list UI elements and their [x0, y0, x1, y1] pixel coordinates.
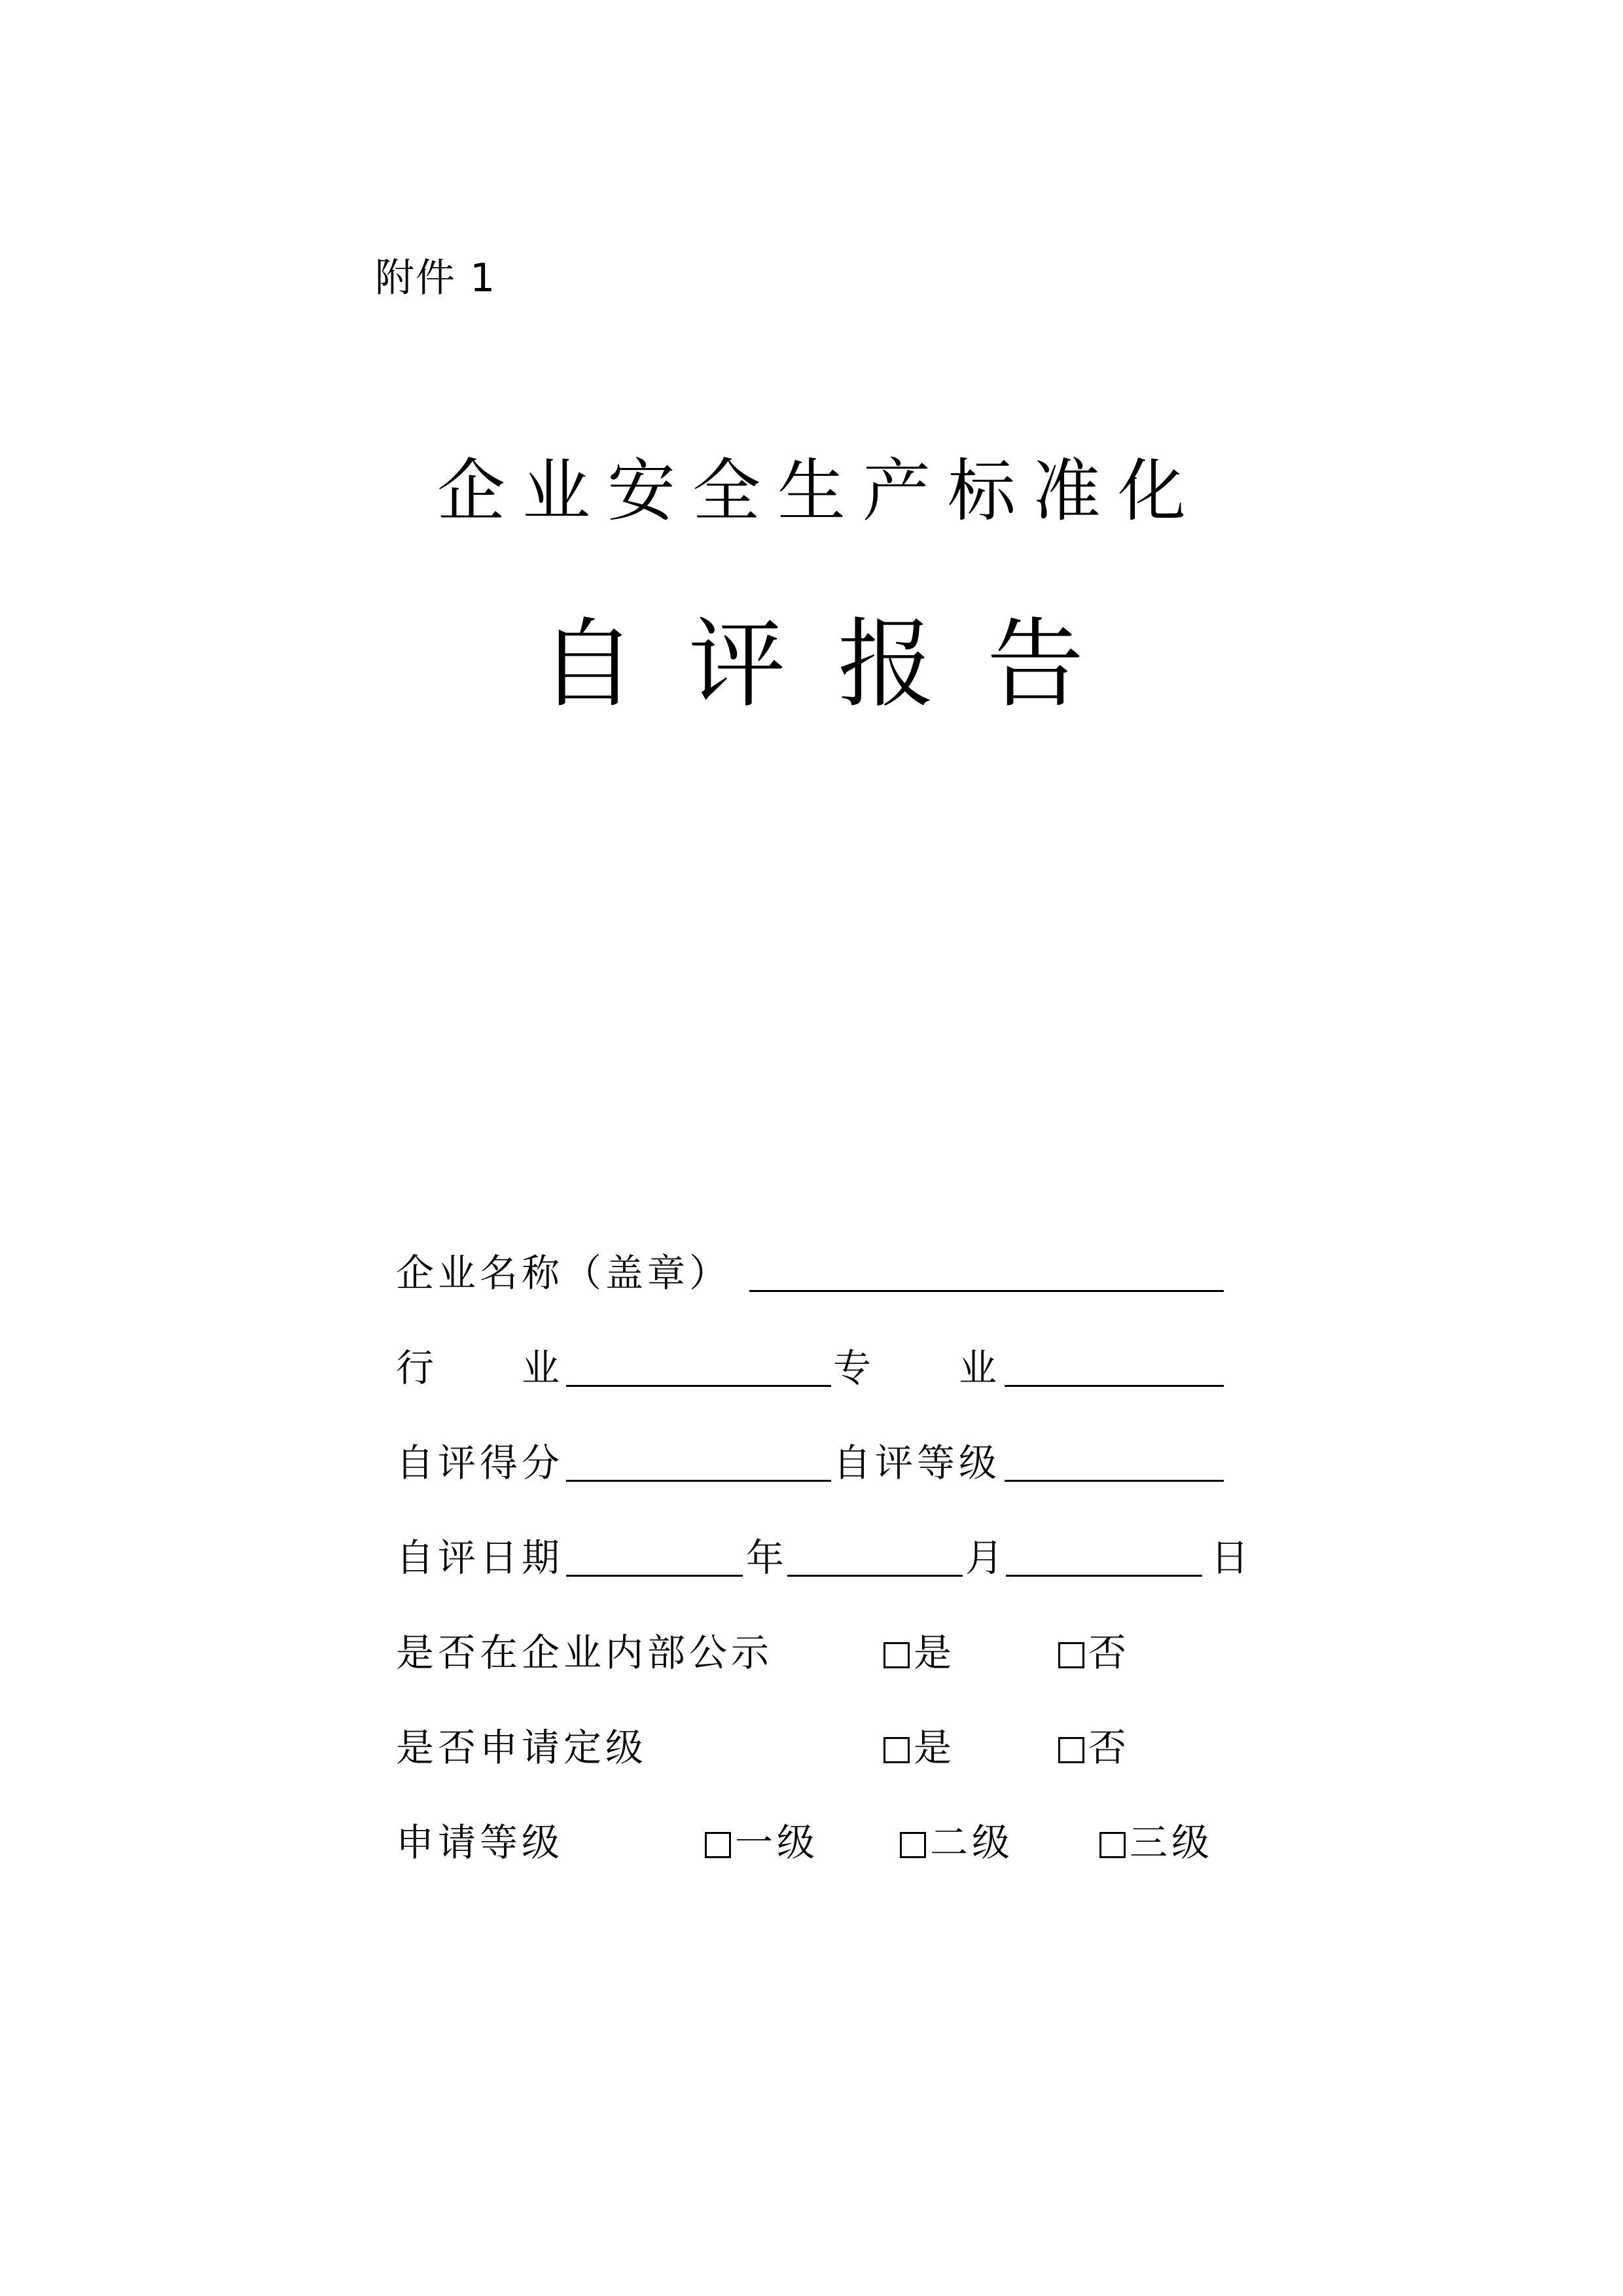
industry-field[interactable]	[566, 1342, 831, 1387]
self-grade-label: 自评等级	[833, 1441, 1001, 1485]
level-3-label: 三级	[1130, 1820, 1214, 1865]
publicized-no-option[interactable]	[1058, 1626, 1130, 1679]
day-label: 日	[1211, 1535, 1253, 1580]
publicized-no-label: 否	[1088, 1630, 1131, 1675]
publicized-yes-label: 是	[914, 1630, 956, 1675]
publicized-row	[396, 1626, 773, 1679]
level-2-option[interactable]	[900, 1816, 1014, 1869]
apply-grading-yes-label: 是	[914, 1725, 956, 1770]
checkbox-icon[interactable]	[705, 1832, 731, 1858]
checkbox-icon[interactable]	[1058, 1737, 1084, 1763]
apply-grading-no-label: 否	[1088, 1725, 1131, 1770]
year-unit	[746, 1532, 788, 1584]
self-score-row	[396, 1437, 563, 1489]
self-score-field[interactable]	[566, 1437, 831, 1482]
checkbox-icon[interactable]	[1058, 1642, 1084, 1668]
self-score-label: 自评得分	[396, 1441, 564, 1485]
day-field[interactable]	[1006, 1532, 1202, 1577]
specialty-field[interactable]	[1005, 1342, 1224, 1387]
apply-grading-no-option[interactable]	[1058, 1721, 1130, 1774]
checkbox-icon[interactable]	[883, 1737, 910, 1763]
document-subtitle: 自评报告	[539, 608, 1136, 721]
checkbox-icon[interactable]	[1099, 1832, 1126, 1858]
report-form	[396, 0, 1299, 2296]
day-unit	[1211, 1532, 1253, 1584]
specialty-group	[833, 1342, 1001, 1394]
attachment-label: 附件 1	[375, 255, 497, 301]
self-date-row	[396, 1532, 563, 1584]
self-grade-group	[833, 1437, 1001, 1489]
apply-grading-label: 是否申请定级	[396, 1725, 648, 1770]
specialty-label: 专 业	[833, 1346, 1001, 1390]
apply-level-label: 申请等级	[396, 1820, 564, 1865]
level-3-option[interactable]	[1099, 1816, 1213, 1869]
industry-label: 行 业	[396, 1346, 564, 1390]
level-2-label: 二级	[930, 1820, 1014, 1865]
month-label: 月	[965, 1535, 1008, 1580]
apply-grading-yes-option[interactable]	[883, 1721, 955, 1774]
industry-row	[396, 1342, 563, 1394]
level-1-option[interactable]	[705, 1816, 819, 1869]
checkbox-icon[interactable]	[900, 1832, 926, 1858]
company-name-field[interactable]	[749, 1247, 1224, 1292]
self-date-label: 自评日期	[396, 1535, 564, 1580]
company-name-row	[396, 1247, 731, 1299]
year-field[interactable]	[566, 1532, 743, 1577]
month-field[interactable]	[787, 1532, 963, 1577]
checkbox-icon[interactable]	[883, 1642, 910, 1668]
document-title: 企业安全生产标准化	[437, 451, 1203, 531]
apply-grading-row	[396, 1721, 647, 1774]
apply-level-row	[396, 1816, 563, 1869]
publicized-yes-option[interactable]	[883, 1626, 955, 1679]
self-grade-field[interactable]	[1005, 1437, 1224, 1482]
month-unit	[965, 1532, 1007, 1584]
level-1-label: 一级	[735, 1820, 819, 1865]
year-label: 年	[746, 1535, 789, 1580]
publicized-label: 是否在企业内部公示	[396, 1630, 774, 1675]
company-name-label: 企业名称（盖章）	[396, 1251, 732, 1295]
